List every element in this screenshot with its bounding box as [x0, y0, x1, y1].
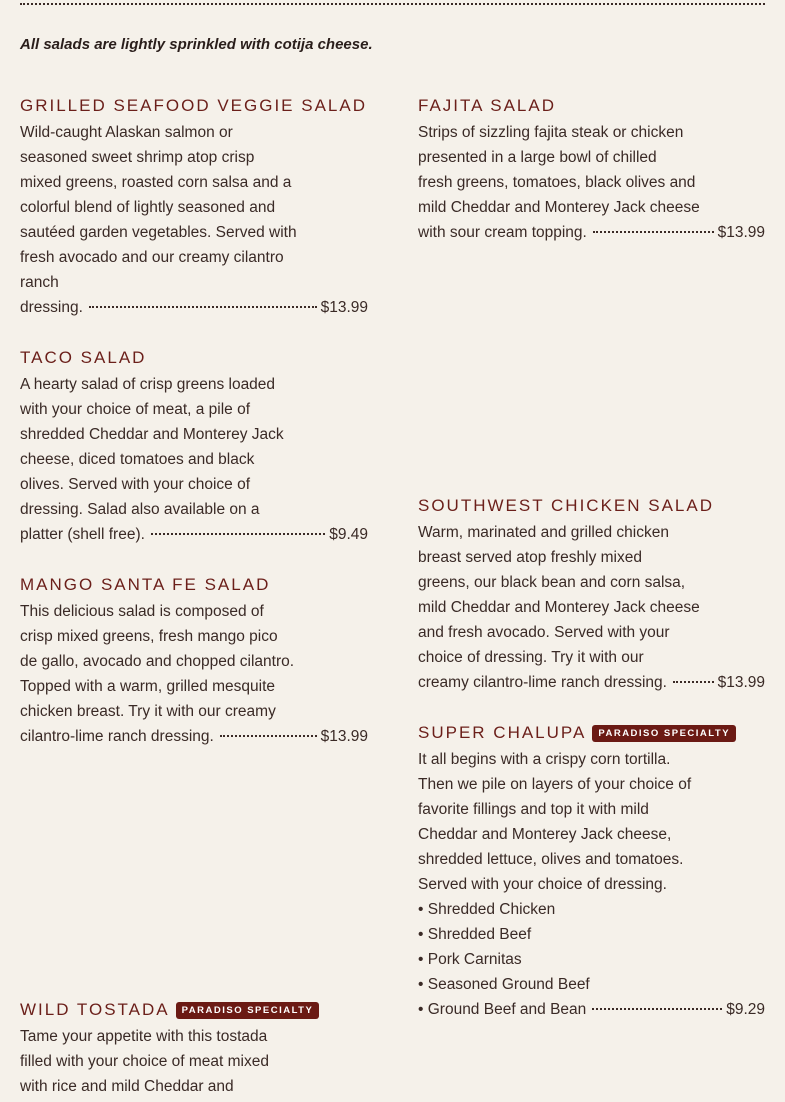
desc-last: cilantro-lime ranch dressing.	[20, 728, 214, 745]
item-title: WILD TOSTADA	[20, 1000, 170, 1019]
desc-line: cheese, diced tomatoes and black	[20, 451, 255, 468]
item-title: GRILLED SEAFOOD VEGGIE SALAD	[20, 96, 367, 115]
item-description	[418, 747, 765, 1022]
item-title: FAJITA SALAD	[418, 96, 557, 115]
item-price: $13.99	[320, 299, 368, 316]
desc-line: crisp mixed greens, fresh mango pico	[20, 628, 278, 645]
item-title-row	[20, 998, 368, 1022]
desc-line: ranch	[20, 274, 59, 291]
menu-item-wild-tostada	[20, 998, 368, 1099]
item-price: $13.99	[320, 728, 368, 745]
item-title: SOUTHWEST CHICKEN SALAD	[418, 496, 715, 515]
specialty-badge: PARADISO SPECIALTY	[592, 725, 736, 742]
menu-item-grilled-seafood	[20, 94, 368, 320]
menu-item-taco	[20, 346, 368, 547]
item-description	[20, 372, 368, 547]
desc-line: favorite fillings and top it with mild	[418, 801, 649, 818]
desc-line: choice of dressing. Try it with our	[418, 649, 644, 666]
desc-line: mild Cheddar and Monterey Jack cheese	[418, 199, 700, 216]
specialty-badge: PARADISO SPECIALTY	[176, 1002, 320, 1019]
desc-line: olives. Served with your choice of	[20, 476, 251, 493]
desc-line: This delicious salad is composed of	[20, 603, 264, 620]
desc-line: with your choice of meat, a pile of	[20, 401, 251, 418]
desc-line: greens, our black bean and corn salsa,	[418, 574, 686, 591]
desc-line: chicken breast. Try it with our creamy	[20, 703, 276, 720]
item-title-row	[418, 721, 765, 745]
item-title: SUPER CHALUPA	[418, 723, 587, 742]
filling-option: • Pork Carnitas	[418, 951, 522, 968]
desc-line: filled with your choice of meat mixed	[20, 1053, 269, 1070]
item-description	[418, 120, 765, 245]
desc-line: shredded lettuce, olives and tomatoes.	[418, 851, 684, 868]
desc-last: with sour cream topping.	[418, 224, 587, 241]
top-dotted-rule	[20, 0, 765, 5]
desc-last: creamy cilantro-lime ranch dressing.	[418, 674, 667, 691]
desc-line: Strips of sizzling fajita steak or chicken	[418, 124, 684, 141]
desc-line: It all begins with a crispy corn tortilla.	[418, 751, 671, 768]
dot-leader	[673, 681, 714, 683]
desc-line: with rice and mild Cheddar and	[20, 1078, 234, 1095]
menu-item-mango	[20, 573, 368, 749]
desc-last: dressing.	[20, 299, 83, 316]
desc-last: platter (shell free).	[20, 526, 145, 543]
price-line	[418, 670, 765, 695]
desc-line: presented in a large bowl of chilled	[418, 149, 657, 166]
desc-line: A hearty salad of crisp greens loaded	[20, 376, 276, 393]
desc-line: de gallo, avocado and chopped cilantro.	[20, 653, 295, 670]
dot-leader	[592, 1008, 722, 1010]
desc-line: dressing. Salad also available on a	[20, 501, 260, 518]
item-description	[20, 599, 368, 749]
desc-line: fresh avocado and our creamy cilantro	[20, 249, 284, 266]
item-description	[418, 520, 765, 695]
desc-line: breast served atop freshly mixed	[418, 549, 642, 566]
dot-leader	[220, 735, 317, 737]
filling-option: • Seasoned Ground Beef	[418, 976, 590, 993]
desc-line: and fresh avocado. Served with your	[418, 624, 670, 641]
price-line	[20, 295, 368, 320]
desc-line: mild Cheddar and Monterey Jack cheese	[418, 599, 700, 616]
filling-option: • Ground Beef and Bean	[418, 1001, 587, 1018]
item-price: $13.99	[717, 224, 765, 241]
menu-item-fajita	[418, 94, 765, 245]
desc-line: Wild-caught Alaskan salmon or	[20, 124, 233, 141]
desc-line: seasoned sweet shrimp atop crisp	[20, 149, 255, 166]
menu-item-super-chalupa	[418, 721, 765, 1022]
item-description	[20, 120, 368, 320]
price-line	[20, 522, 368, 547]
desc-line: shredded Cheddar and Monterey Jack	[20, 426, 284, 443]
price-line	[418, 220, 765, 245]
desc-line: Topped with a warm, grilled mesquite	[20, 678, 276, 695]
item-title: TACO SALAD	[20, 348, 147, 367]
item-price: $9.49	[329, 526, 368, 543]
desc-line: sautéed garden vegetables. Served with	[20, 224, 297, 241]
desc-line: fresh greens, tomatoes, black olives and	[418, 174, 696, 191]
item-description	[20, 1024, 368, 1099]
item-title: MANGO SANTA FE SALAD	[20, 575, 271, 594]
desc-line: Tame your appetite with this tostada	[20, 1028, 268, 1045]
desc-line: colorful blend of lightly seasoned and	[20, 199, 276, 216]
desc-line: Then we pile on layers of your choice of	[418, 776, 692, 793]
menu-item-southwest	[418, 494, 765, 695]
dot-leader	[593, 231, 714, 233]
dot-leader	[151, 533, 325, 535]
filling-option: • Shredded Beef	[418, 926, 532, 943]
desc-line: Cheddar and Monterey Jack cheese,	[418, 826, 672, 843]
desc-line: mixed greens, roasted corn salsa and a	[20, 174, 292, 191]
price-line	[418, 997, 765, 1022]
dot-leader	[89, 306, 317, 308]
salad-note: All salads are lightly sprinkled with cotija cheese.	[20, 36, 373, 53]
item-price: $13.99	[717, 674, 765, 691]
desc-line: Warm, marinated and grilled chicken	[418, 524, 669, 541]
item-price: $9.29	[726, 1001, 765, 1018]
price-line	[20, 724, 368, 749]
filling-option: • Shredded Chicken	[418, 901, 556, 918]
desc-line: Served with your choice of dressing.	[418, 876, 667, 893]
